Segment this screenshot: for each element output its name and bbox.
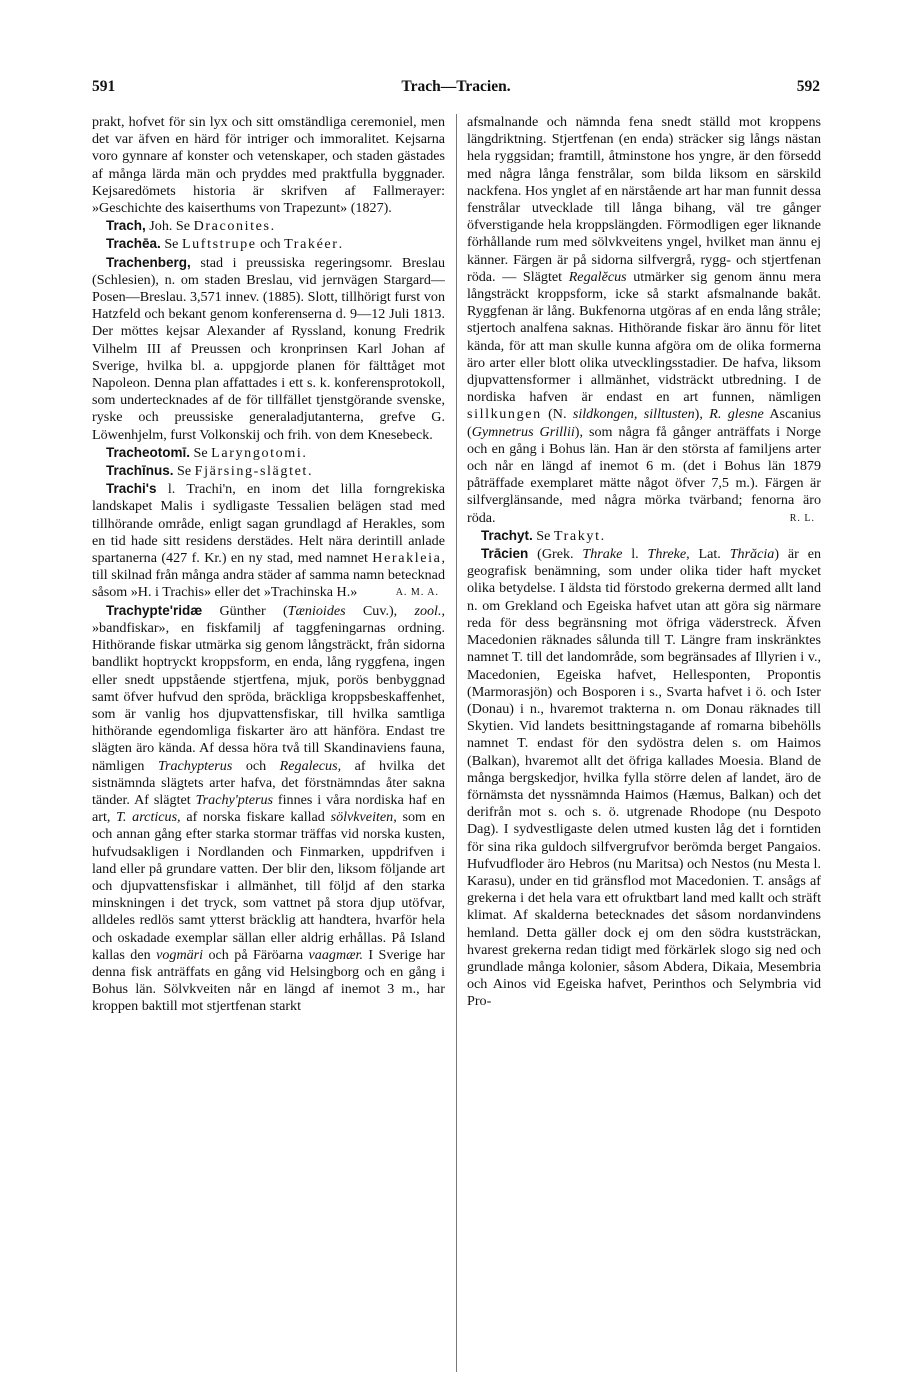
headword: Trachi's <box>106 481 157 497</box>
author-signature: A. M. A. <box>395 587 439 599</box>
cross-reference: Laryngotomi <box>211 444 303 461</box>
entry-trachyt: Trachyt. Se Trakyt. <box>481 527 605 544</box>
entry-trachea: Trachēa. Se Luftstrupe och Trakéer. <box>106 236 343 253</box>
headword: Trach, <box>106 218 146 234</box>
right-column <box>467 114 821 1376</box>
headword: Trachēa. <box>106 236 161 252</box>
author-signature: R. L. <box>789 512 815 524</box>
cross-reference: Trakyt <box>553 527 601 544</box>
headword: Trācien <box>481 546 529 562</box>
cross-reference: Fjärsing-slägtet <box>194 463 308 480</box>
entry-trach: Trach, Joh. Se Draconites. <box>106 218 275 235</box>
page-header <box>92 78 820 102</box>
headword: Trachypte'ridæ <box>106 602 203 618</box>
continued-paragraph: prakt, hofvet för sin lyx och sitt omständliga ceremoniel, men det var äfven en härd för intriger och immoralitet. Kejsarna voro gynnare af konster och vetenskaper, och staden gästades af många lärda män och pryddes med praktfulla byggnader. Kejsaredömets historia är skrifven af Fallmerayer: »Geschichte des kaiserthums von Trapezunt» (1827). <box>92 114 445 217</box>
page-number-right: 592 <box>796 78 820 95</box>
entry-trachinus: Trachīnus. Se Fjärsing-slägtet. <box>106 463 312 480</box>
page-number-left: 591 <box>92 78 116 95</box>
headword: Trachenberg, <box>106 254 191 270</box>
continued-paragraph: afsmalnande och nämnda fena snedt ställd mot kroppens längdriktning. Stjertfenan (en enda) sträcker sig långs nästan hela ryggsidan; framtill, åtminstone hos yngre, är den försedd med några långa fenstrålar, som bilda liksom en särskild nackfena. Hos ynglet af en närstående art har man funnit dessa fenstrålar utvecklade till långa bihang, väl tre gånger öfverstigande hela kroppslängden. Förmodligen eger liknande förhållande rum med sölvkveitens yngel, hvilket man ännu ej känner. Färgen är på sidorna silfvergrå, rygg- och stjertfenan röda. — Slägtet Regalĕcus utmärker sig genom ännu mera långsträckt kroppsform, icke så starkt afsmalnande bakåt. Ryggfenan är lång. Bukfenorna utgöras af en enda lång stråle; stjertoch analfena saknas. Hithörande fiskar äro ännu för litet kända, för att man skulle kunna afgöra om de olika formerna äro arter eller blott olika utvecklingsstadier. De hafva, liksom djupvattensformer i allmänhet, vidsträckt utbredning. I de nordiska hafven är endast en art funnen, nämligen sillkungen (N. sildkongen, silltusten), R. glesne Ascanius (Gymnetrus Grillii), som några få gånger anträffats i Norge och en gång i Bohus län. Han är den största af familjens arter och når en längd af inemot 6 m. (det i Bohus län 1879 påträffade exemplaret mätte något öfver 7,5 m.). Färgen är silfverglänsande, med några mörka tvärband; fenorna äro röda. R. L. <box>467 114 821 526</box>
entry-trachis: Trachi's l. Trachi'n, en inom det lilla forngrekiska landskapet Malis i sydligaste Tessalien belägen stad med tillhörande område, enligt sagan grundlagd af Herakles, som en tid hade sitt residens derstädes. Helt nära derintill anlade spartanerna (427 f. Kr.) en ny stad, med namnet Herakleia, till skilnad från många andra städer af samma namn betecknad såsom »H. i Trachis» eller det »Trachinska H.» A. M. A. <box>92 481 445 601</box>
entry-trachenberg: Trachenberg, stad i preussiska regeringsomr. Breslau (Schlesien), n. om staden Breslau, vid jernvägen Stargard—Posen—Breslau. 3,571 innev. (1885). Slott, tillhörigt furst von Hatzfeld och bekant genom konferenserna d. 9—12 Juli 1813. Der möttes kejsar Alexander af Ryssland, konung Fredrik Vilhelm III af Preussen och kronprinsen Karl Johan af Sverige, hvilka bl. a. uppgjorde planen för fälttåget mot Napoleon. Denna plan affattades i ett s. k. konferensprotokoll, som undertecknades af de för tillfället tjenstgörande svenske, ryske och preussiske generaladjutanterna, grefve G. Löwenhjelm, furst Volkonskij och frih. von dem Knesebeck. <box>92 254 445 443</box>
left-column <box>92 114 445 1376</box>
headword: Trachyt. <box>481 527 533 543</box>
running-title: Trach—Tracien. <box>401 78 511 95</box>
cross-reference: Luftstrupe <box>181 236 257 253</box>
entry-tracien: Trācien (Grek. Thrake l. Threke, Lat. Thrăcia) är en geografisk benämning, som under olika tider haft mycket olika betydelse. I äldsta tid förstodo grekerna dermed allt land n. om Grekland och Egeiska hafvet utan att göra sig närmare reda för dess begränsning mot öfriga väderstreck. Äfven Macedonien räknades sålunda till T. Längre fram inskränktes namnet T. till det landområde, som begränsades af Illyrien i v., Macedonien, Egeiska hafvet, Hellesponten, Propontis (Marmorasjön) och Bosporen i s., Svarta hafvet i ö. och Ister (Donau) i n., hvaremot trakterna n. om Donau räknades till Skytien. Vid landets besittningstagande af romarna bibehölls namnet T. endast för den sydöstra delen s. om Haimos (Balkan), hvaremot allt det öfriga kallades Moesia. Bland de många bergskedjor, hvilka fylla större delen af landet, äro de förnämsta det nyssnämnda Haimos (Hæmus, Balkan) och det derifrån mot s. och s. ö. utgrenade Rhodope (nu Despoto Dag). I sydvestligaste delen utmed kusten låg det i forntiden för sina rika guldoch silfvergrufvor berömda berget Pangaios. Hufvudfloder äro Hebros (nu Maritsa) och Nestos (nu Mesta l. Karasu), under en tid gränsflod mot Macedonien. T. ansågs af grekerna i det hela vara ett ofruktbart land med kallt och sträft klimat. Af skalderna betecknades det såsom nordanvindens hemland. Detta gäller dock ej om den södra kuststräckan, hvarest grekerna redan tidigt med förkärlek slogo sig ned och grundlade många kolonier, såsom Abdera, Dikaia, Mesembria och Ainos vid Egeiska hafvet, Perinthos och Selymbria vid Pro- <box>467 546 821 1010</box>
headword: Tracheotomī. <box>106 444 191 460</box>
column-divider <box>456 114 457 1372</box>
entry-tracheotomi: Tracheotomī. Se Laryngotomi. <box>106 444 306 461</box>
headword: Trachīnus. <box>106 463 174 479</box>
spaced-name: sillkungen <box>467 406 542 423</box>
cross-reference: Draconites <box>193 218 271 235</box>
spaced-name: Herakleia <box>372 550 442 567</box>
cross-reference: Trakéer <box>284 236 339 253</box>
entry-trachypteridae: Trachypte'ridæ Günther (Tænioides Cuv.), zool., »bandfiskar», en fiskfamilj af taggfeningarnas ordning. Hithörande fiskar utmärka sig genom långsträckt, från sidorna bandlikt hoptryckt kroppsform, en enda, lång ryggfena, ingen eller snedt uppstående stjertfena, mjuk, porös benbyggnad samt öfver hufvud den spröda, bräckliga kroppsbeskaffenhet, som är vanlig hos djupvattensfiskar, till hvilka samtliga hithörande egendomliga fiskarter äro att hänföra. Endast tre slägten äro kända. Af dessa höra två till Skandinaviens fauna, nämligen Trachypterus och Regalecus, af hvilka det sistnämnda slägtets arter hafva, det förstnämndas åter sakna tänder. Af slägtet Trachy'pterus finnes i våra nordiska haf en art, T. arcticus, af norska fiskare kallad sölvkveiten, som en och annan gång efter starka stormar träffas vid norska kusten, hufvudsakligen i Nordlanden och Finmarken, uppdrifven i land eller på grundare vatten. Der blir den, liksom följande art och djupvattensfiskar i allmänhet, till följd af den starka minskningen i det tryck, som vattnet på stora djup utöfvar, alldeles redlös samt ytterst bräcklig att handtera, hvarför hela och oskadade exemplar sällan eller aldrig erhållas. På Island kallas den vogmäri och på Färöarna vaagmær. I Sverige har denna fisk anträffats en gång vid Helsingborg och en gång i Bohus län. Sölvkveiten når en längd af inemot 3 m., har kroppen baktill mot stjertfenan starkt <box>92 602 445 1015</box>
